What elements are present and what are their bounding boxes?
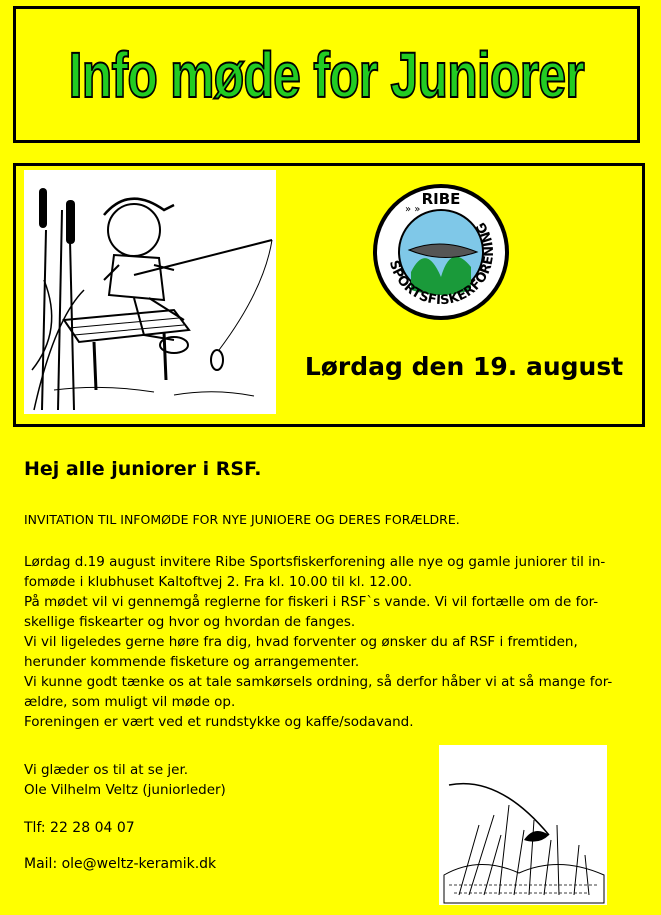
invitation-body — [24, 552, 634, 732]
title-banner — [13, 6, 640, 143]
closing-block — [24, 760, 226, 800]
signature-line: Ole Vilhelm Veltz (juniorleder) — [24, 782, 226, 798]
phone-number: Tlf: 22 28 04 07 — [24, 820, 135, 836]
body-line: fomøde i klubhuset Kaltoftvej 2. Fra kl. 10.00 til kl. 12.00. — [24, 574, 413, 590]
closing-line: Vi glæder os til at se jer. — [24, 762, 189, 778]
logo-marks: » » — [405, 204, 421, 215]
event-date: Lørdag den 19. august — [304, 352, 624, 381]
invitation-heading: INVITATION TIL INFOMØDE FOR NYE JUNIOERE OG DERES FORÆLDRE. — [24, 512, 460, 527]
ribe-sportsfiskerforening-logo — [371, 182, 511, 322]
logo-top-text: RIBE — [421, 190, 461, 208]
body-line: ældre, som muligt vil møde op. — [24, 694, 236, 710]
body-line: Vi vil ligeledes gerne høre fra dig, hvad forventer og ønsker du af RSF i fremtiden, — [24, 634, 578, 650]
body-line: Foreningen er vært ved et rundstykke og kaffe/sodavand. — [24, 714, 414, 730]
boy-fishing-illustration — [24, 170, 276, 414]
body-line: skellige fiskearter og hvor og hvordan de fanges. — [24, 614, 356, 630]
fishing-reeds-illustration — [439, 745, 607, 905]
body-line: På mødet vil vi gennemgå reglerne for fiskeri i RSF`s vande. Vi vil fortælle om de for- — [24, 594, 599, 610]
page-title: Info møde for Juniorer — [68, 38, 585, 111]
body-line: herunder kommende fisketure og arrangementer. — [24, 654, 360, 670]
body-line: Lørdag d.19 august invitere Ribe Sportsfiskerforening alle nye og gamle juniorer til in- — [24, 554, 606, 570]
info-panel — [13, 163, 645, 427]
greeting-heading: Hej alle juniorer i RSF. — [24, 458, 262, 480]
logo-ring-text: SPORTSFISKERFORENING — [385, 219, 498, 309]
body-line: Vi kunne godt tænke os at tale samkørsels ordning, så derfor håber vi at så mange for- — [24, 674, 613, 690]
email-address[interactable]: Mail: ole@weltz-keramik.dk — [24, 856, 217, 872]
